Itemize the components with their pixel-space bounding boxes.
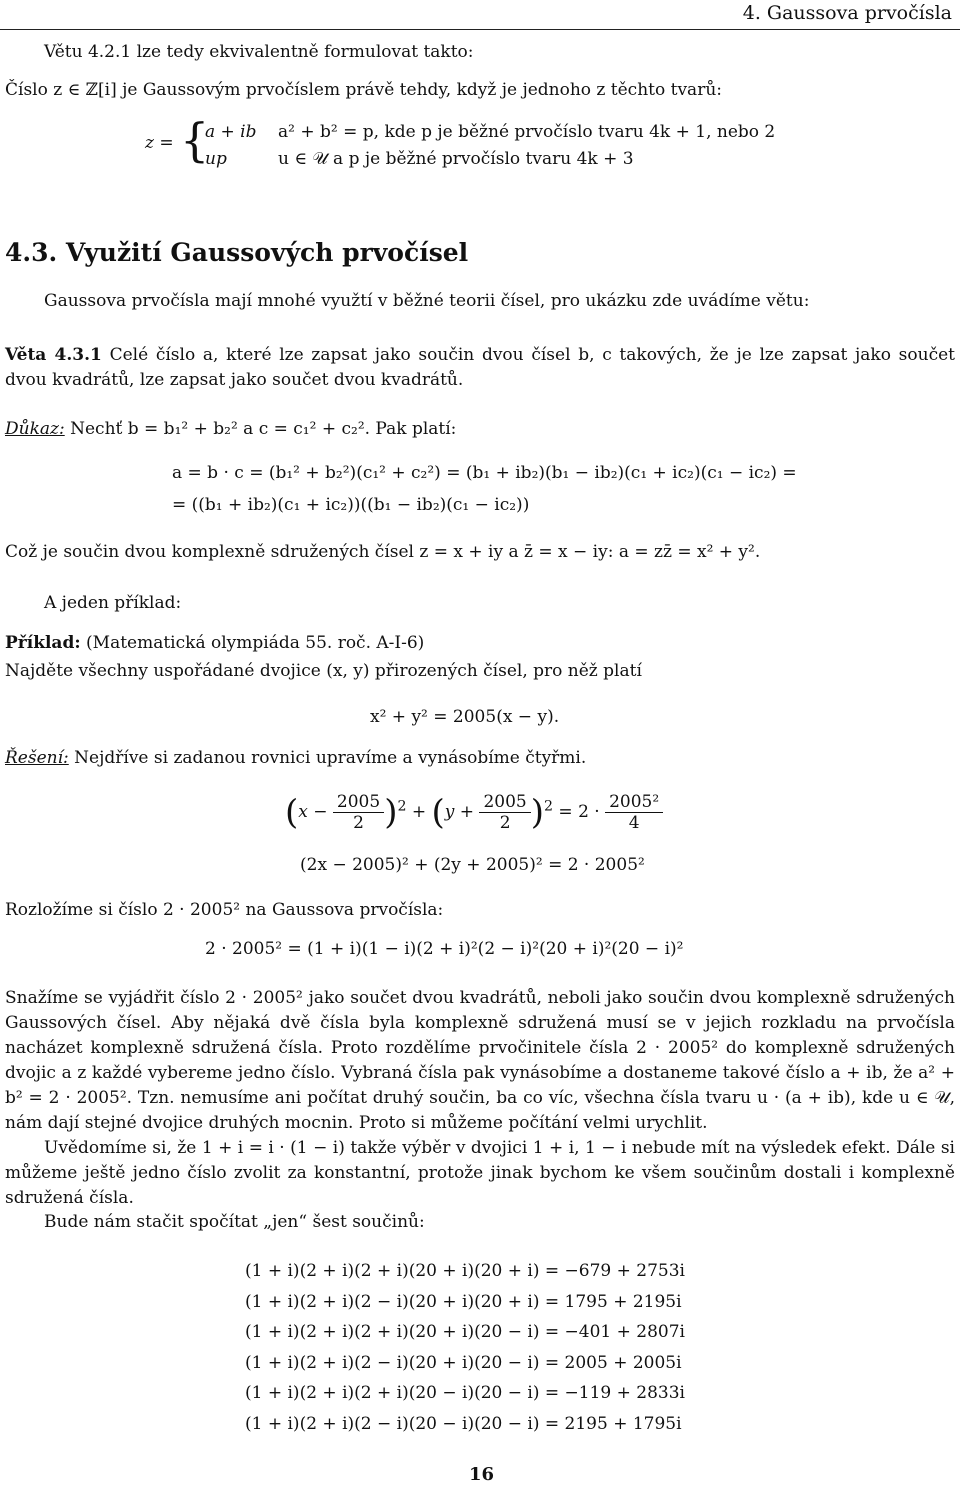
intro-line-1: Větu 4.2.1 lze tedy ekvivalentně formulovat takto: bbox=[44, 42, 474, 62]
equation-line-2: (2x − 2005)² + (2y + 2005)² = 2 · 2005² bbox=[300, 855, 645, 875]
running-header: 4. Gaussova prvočísla bbox=[742, 2, 952, 24]
intro-line-2: Číslo z ∈ ℤ[i] je Gaussovým prvočíslem právě tehdy, když je jednoho z těchto tvarů: bbox=[5, 80, 722, 100]
example-heading bbox=[5, 633, 424, 653]
example-equation: x² + y² = 2005(x − y). bbox=[370, 707, 560, 727]
example-task: Najděte všechny uspořádané dvojice (x, y) přirozených čísel, pro něž platí bbox=[5, 661, 642, 681]
cases-row2-left: up bbox=[205, 149, 227, 169]
cases-row1-left: a + ib bbox=[205, 122, 257, 142]
cases-row2-right: u ∈ 𝒰 a p je běžné prvočíslo tvaru 4k + 3 bbox=[278, 149, 634, 169]
proof-conclusion: Což je součin dvou komplexně sdružených čísel z = x + iy a z̄ = x − iy: a = zz̄ = x² + y². bbox=[5, 542, 761, 562]
example-label: Příklad: bbox=[5, 633, 81, 653]
theorem-text: Celé číslo a, které lze zapsat jako součin dvou čísel b, c takových, že je lze zapsat jako součet dvou kvadrátů, lze zapsat jako součet dvou kvadrátů. bbox=[5, 345, 955, 390]
product-row: (1 + i)(2 + i)(2 + i)(20 + i)(20 − i) = −401 + 2807i bbox=[245, 1322, 685, 1342]
paragraph-3: Bude nám stačit spočítat „jen“ šest součinů: bbox=[44, 1212, 425, 1232]
cases-row1-right: a² + b² = p, kde p je běžné prvočíslo tvaru 4k + 1, nebo 2 bbox=[278, 122, 776, 142]
proof-eq-1: a = b · c = (b₁² + b₂²)(c₁² + c₂²) = (b₁ + ib₂)(b₁ − ib₂)(c₁ + ic₂)(c₁ − ic₂) = bbox=[172, 463, 797, 483]
section-title: 4.3. Využití Gaussových prvočísel bbox=[5, 238, 469, 267]
theorem-label: Věta 4.3.1 bbox=[5, 345, 102, 365]
theorem bbox=[5, 343, 955, 393]
product-row: (1 + i)(2 + i)(2 − i)(20 − i)(20 − i) = 2195 + 1795i bbox=[245, 1413, 682, 1434]
solution-text: Nejdříve si zadanou rovnici upravíme a vynásobíme čtyřmi. bbox=[74, 748, 587, 768]
proof-text: Nechť b = b₁² + b₂² a c = c₁² + c₂². Pak platí: bbox=[70, 419, 457, 439]
header-rule bbox=[0, 29, 960, 30]
fraction-3: $\frac{\text{2005²}}{4}$ bbox=[605, 792, 663, 833]
fraction-equation: (x − $\frac{2005}{2}$ )$^2$ + (y + $\frac{2005}{2}$ )$^2$ = 2 · $\frac{\text{2005²}}{4}$ bbox=[285, 792, 663, 833]
paragraph-2: Uvědomíme si, že 1 + i = i · (1 − i) takže výběr v dvojici 1 + i, 1 − i nebude mít na výsledek efekt. Dále si můžeme ještě jedno číslo zvolit za konstantní, protože jinak bychom ke všem součinům dostali i komplexně sdružená čísla. bbox=[5, 1138, 955, 1208]
product-row: (1 + i)(2 + i)(2 − i)(20 + i)(20 − i) = 2005 + 2005i bbox=[245, 1352, 682, 1373]
proof-eq-2: = ((b₁ + ib₂)(c₁ + ic₂))((b₁ − ib₂)(c₁ − ic₂)) bbox=[172, 495, 530, 515]
product-row: (1 + i)(2 + i)(2 + i)(20 − i)(20 − i) = −119 + 2833i bbox=[245, 1383, 685, 1403]
page-number: 16 bbox=[469, 1464, 495, 1485]
paragraph-1: Snažíme se vyjádřit číslo 2 · 2005² jako součet dvou kvadrátů, neboli jako součin dvou komplexně sdružených Gaussových čísel. Aby nějaká dvě čísla byla komplexně sdružená musí se v jejich rozkladu na prvočísla nacházet komplexně sdružená čísla. Proto rozdělíme prvočinitele čísla 2 · 2005² do komplexně sdružených dvojic a z každé vybereme jedno číslo. Vybraná čísla pak vynásobíme a dostaneme takové číslo a + ib, že a² + b² = 2 · 2005². Tzn. nemusíme ani počítat druhý součin, ba co víc, všechna čísla tvaru u · (a + ib), kde u ∈ 𝒰, nám dají stejné dvojice druhých mocnin. Proto si můžeme počítání velmi urychlit. bbox=[5, 988, 955, 1133]
frac-x: x − bbox=[298, 802, 328, 822]
decompose-text: Rozložíme si číslo 2 · 2005² na Gaussova prvočísla: bbox=[5, 900, 444, 920]
frac-y: y + bbox=[444, 802, 475, 822]
solution-line bbox=[5, 748, 586, 768]
fraction-2: $\frac{2005}{2}$ bbox=[479, 792, 530, 833]
solution-label: Řešení: bbox=[5, 748, 69, 768]
product-row: (1 + i)(2 + i)(2 − i)(20 + i)(20 + i) = 1795 + 2195i bbox=[245, 1291, 682, 1312]
fraction-1: $\frac{2005}{2}$ bbox=[333, 792, 384, 833]
proof-line bbox=[5, 419, 456, 439]
proof-label: Důkaz: bbox=[5, 419, 65, 439]
cases-brace: { bbox=[180, 113, 210, 167]
section-intro: Gaussova prvočísla mají mnohé využtí v běžné teorii čísel, pro ukázku zde uvádíme větu: bbox=[44, 291, 810, 311]
cases-lhs: z = bbox=[145, 133, 174, 153]
products-list bbox=[245, 1256, 685, 1439]
decompose-equation: 2 · 2005² = (1 + i)(1 − i)(2 + i)²(2 − i)²(20 + i)²(20 − i)² bbox=[205, 939, 684, 959]
example-intro: A jeden příklad: bbox=[44, 593, 182, 613]
example-source: (Matematická olympiáda 55. roč. A-I-6) bbox=[86, 633, 425, 653]
product-row: (1 + i)(2 + i)(2 + i)(20 + i)(20 + i) = −679 + 2753i bbox=[245, 1261, 685, 1281]
